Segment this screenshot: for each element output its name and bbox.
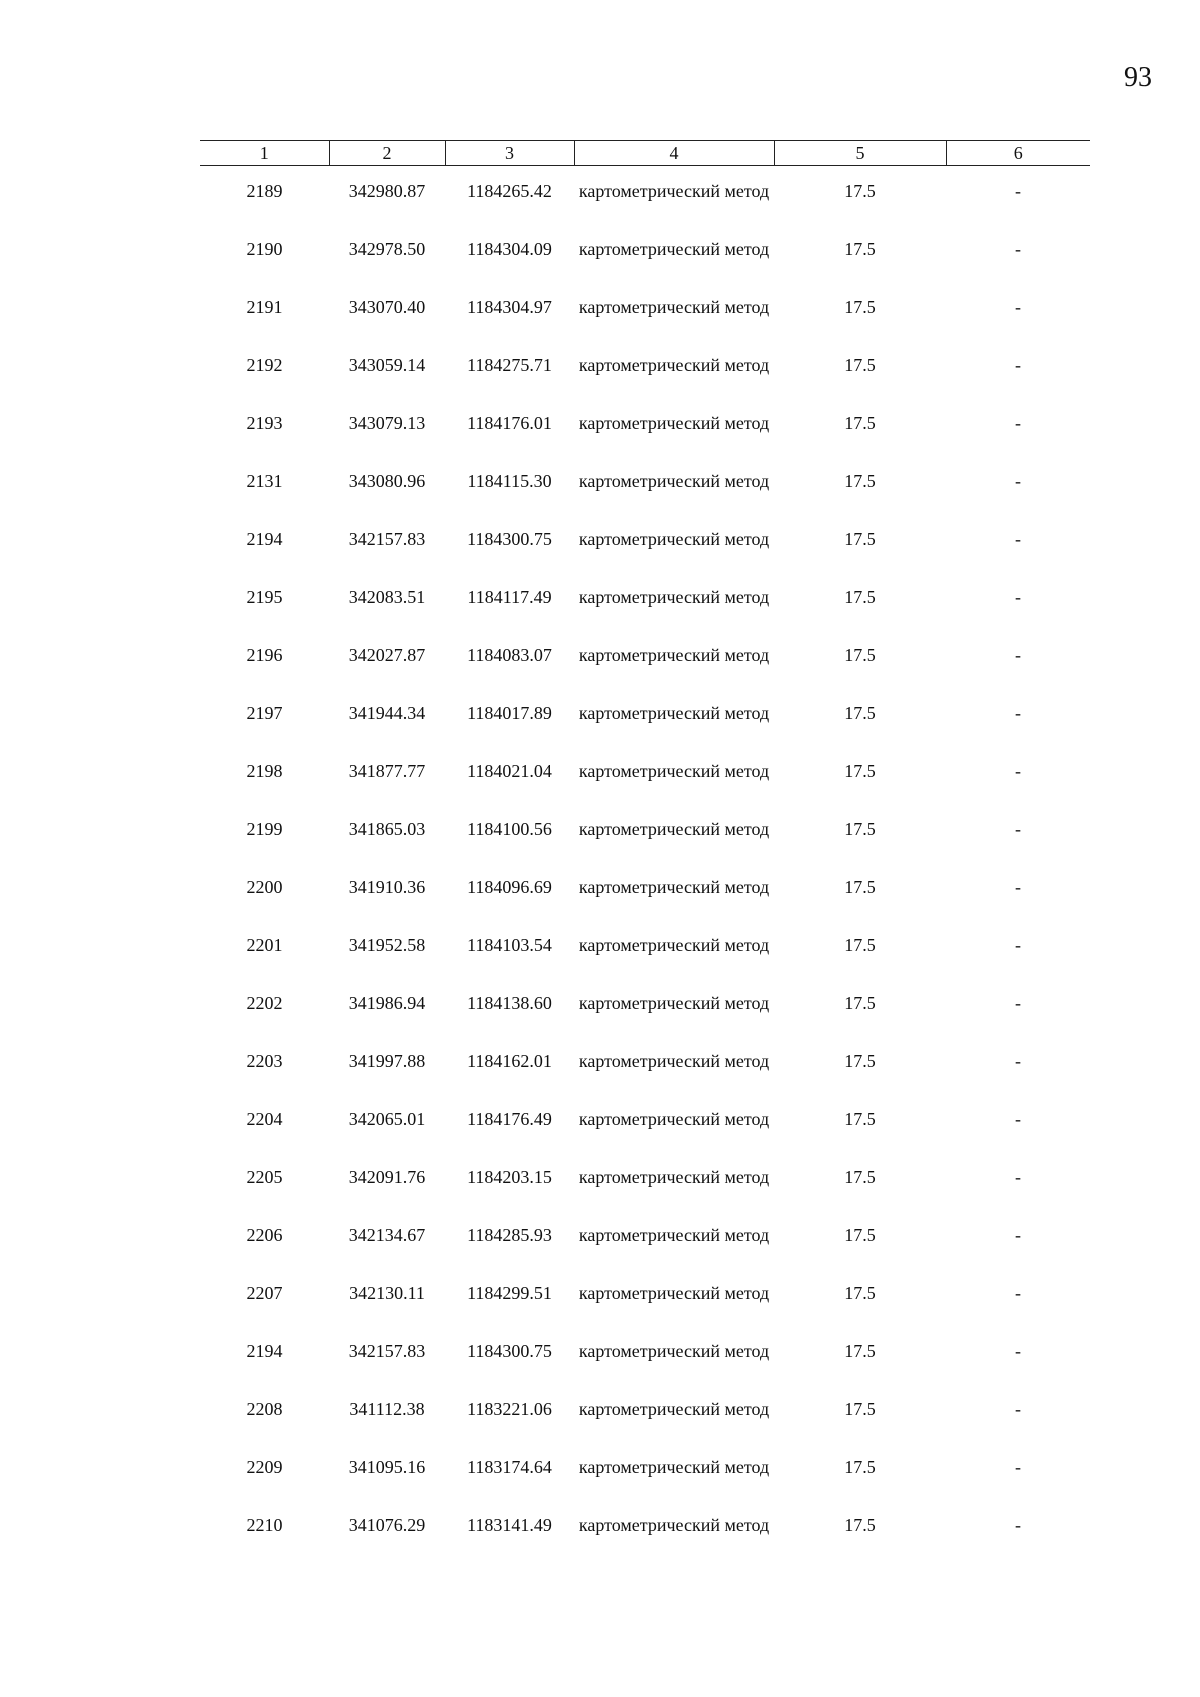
cell-accuracy: 17.5 xyxy=(844,355,876,375)
cell-y-coordinate: 1184304.09 xyxy=(467,239,552,259)
cell-accuracy: 17.5 xyxy=(844,239,876,259)
cell-point-number: 2200 xyxy=(246,877,283,897)
cell-method: картометрический метод xyxy=(578,993,770,1013)
cell-note: - xyxy=(1015,1225,1021,1245)
cell-method: картометрический метод xyxy=(578,819,770,839)
cell-note: - xyxy=(1015,1341,1021,1361)
cell-method: картометрический метод xyxy=(578,471,770,491)
cell-accuracy: 17.5 xyxy=(844,1341,876,1361)
cell-point-number: 2193 xyxy=(246,413,283,433)
table-row xyxy=(200,586,1090,644)
cell-note: - xyxy=(1015,181,1021,201)
cell-point-number: 2191 xyxy=(246,297,283,317)
table-row xyxy=(200,238,1090,296)
cell-y-coordinate: 1184300.75 xyxy=(467,529,552,549)
cell-accuracy: 17.5 xyxy=(844,1109,876,1129)
cell-method: картометрический метод xyxy=(578,877,770,897)
cell-note: - xyxy=(1015,993,1021,1013)
cell-x-coordinate: 342091.76 xyxy=(348,1167,426,1187)
column-header: 6 xyxy=(946,141,1090,166)
cell-x-coordinate: 341952.58 xyxy=(348,935,426,955)
cell-note: - xyxy=(1015,1051,1021,1071)
table-row xyxy=(200,934,1090,992)
cell-method: картометрический метод xyxy=(578,1051,770,1071)
coordinates-table xyxy=(200,140,1090,1572)
cell-point-number: 2209 xyxy=(246,1457,283,1477)
cell-accuracy: 17.5 xyxy=(844,587,876,607)
column-header: 5 xyxy=(774,141,946,166)
cell-x-coordinate: 341865.03 xyxy=(348,819,426,839)
cell-accuracy: 17.5 xyxy=(844,645,876,665)
cell-x-coordinate: 342134.67 xyxy=(348,1225,426,1245)
cell-accuracy: 17.5 xyxy=(844,1167,876,1187)
column-header: 1 xyxy=(200,141,329,166)
cell-point-number: 2131 xyxy=(246,471,283,491)
column-header: 4 xyxy=(574,141,774,166)
cell-note: - xyxy=(1015,239,1021,259)
table-row xyxy=(200,818,1090,876)
cell-note: - xyxy=(1015,587,1021,607)
cell-accuracy: 17.5 xyxy=(844,1225,876,1245)
cell-point-number: 2197 xyxy=(246,703,283,723)
cell-x-coordinate: 341944.34 xyxy=(348,703,426,723)
cell-point-number: 2196 xyxy=(246,645,283,665)
cell-x-coordinate: 342157.83 xyxy=(348,529,426,549)
cell-x-coordinate: 342978.50 xyxy=(348,239,426,259)
table-row xyxy=(200,1050,1090,1108)
cell-y-coordinate: 1184162.01 xyxy=(467,1051,552,1071)
cell-accuracy: 17.5 xyxy=(844,529,876,549)
table-row xyxy=(200,1282,1090,1340)
cell-accuracy: 17.5 xyxy=(844,703,876,723)
cell-x-coordinate: 343079.13 xyxy=(348,413,426,433)
cell-method: картометрический метод xyxy=(578,297,770,317)
cell-note: - xyxy=(1015,529,1021,549)
cell-method: картометрический метод xyxy=(578,1399,770,1419)
table-row xyxy=(200,1224,1090,1282)
cell-method: картометрический метод xyxy=(578,1109,770,1129)
cell-y-coordinate: 1184176.49 xyxy=(467,1109,552,1129)
cell-x-coordinate: 341112.38 xyxy=(349,1399,425,1419)
table-row xyxy=(200,180,1090,238)
cell-point-number: 2203 xyxy=(246,1051,283,1071)
cell-method: картометрический метод xyxy=(578,355,770,375)
cell-point-number: 2199 xyxy=(246,819,283,839)
cell-y-coordinate: 1184265.42 xyxy=(467,181,552,201)
cell-point-number: 2210 xyxy=(246,1515,283,1535)
table-row xyxy=(200,1108,1090,1166)
cell-point-number: 2208 xyxy=(246,1399,283,1419)
page-number: 93 xyxy=(1124,62,1152,93)
table-row xyxy=(200,1166,1090,1224)
cell-y-coordinate: 1184304.97 xyxy=(467,297,552,317)
cell-y-coordinate: 1184203.15 xyxy=(467,1167,552,1187)
cell-accuracy: 17.5 xyxy=(844,471,876,491)
cell-point-number: 2192 xyxy=(246,355,283,375)
table-row xyxy=(200,876,1090,934)
table-row xyxy=(200,470,1090,528)
cell-note: - xyxy=(1015,1109,1021,1129)
cell-accuracy: 17.5 xyxy=(844,1515,876,1535)
cell-accuracy: 17.5 xyxy=(844,877,876,897)
cell-x-coordinate: 342980.87 xyxy=(348,181,426,201)
cell-accuracy: 17.5 xyxy=(844,761,876,781)
cell-note: - xyxy=(1015,761,1021,781)
cell-note: - xyxy=(1015,1167,1021,1187)
cell-method: картометрический метод xyxy=(578,181,770,201)
cell-x-coordinate: 341877.77 xyxy=(348,761,426,781)
cell-x-coordinate: 341095.16 xyxy=(348,1457,426,1477)
cell-y-coordinate: 1184285.93 xyxy=(467,1225,552,1245)
cell-note: - xyxy=(1015,413,1021,433)
cell-y-coordinate: 1184021.04 xyxy=(467,761,552,781)
cell-method: картометрический метод xyxy=(578,587,770,607)
cell-x-coordinate: 342130.11 xyxy=(349,1283,425,1303)
cell-y-coordinate: 1184100.56 xyxy=(467,819,552,839)
cell-method: картометрический метод xyxy=(578,645,770,665)
cell-point-number: 2194 xyxy=(246,529,283,549)
cell-point-number: 2207 xyxy=(246,1283,283,1303)
cell-note: - xyxy=(1015,935,1021,955)
cell-y-coordinate: 1183221.06 xyxy=(467,1399,552,1419)
cell-accuracy: 17.5 xyxy=(844,1399,876,1419)
cell-accuracy: 17.5 xyxy=(844,1283,876,1303)
cell-method: картометрический метод xyxy=(578,1225,770,1245)
cell-method: картометрический метод xyxy=(578,761,770,781)
cell-point-number: 2206 xyxy=(246,1225,283,1245)
cell-y-coordinate: 1184017.89 xyxy=(467,703,552,723)
cell-point-number: 2195 xyxy=(246,587,283,607)
table-row xyxy=(200,1340,1090,1398)
cell-accuracy: 17.5 xyxy=(844,413,876,433)
cell-method: картометрический метод xyxy=(578,1167,770,1187)
cell-point-number: 2204 xyxy=(246,1109,283,1129)
cell-note: - xyxy=(1015,355,1021,375)
cell-accuracy: 17.5 xyxy=(844,1457,876,1477)
cell-point-number: 2201 xyxy=(246,935,283,955)
cell-accuracy: 17.5 xyxy=(844,935,876,955)
cell-y-coordinate: 1184115.30 xyxy=(467,471,552,491)
cell-accuracy: 17.5 xyxy=(844,181,876,201)
cell-point-number: 2190 xyxy=(246,239,283,259)
table-row xyxy=(200,1398,1090,1456)
cell-y-coordinate: 1184176.01 xyxy=(467,413,552,433)
cell-note: - xyxy=(1015,819,1021,839)
cell-note: - xyxy=(1015,1515,1021,1535)
cell-point-number: 2205 xyxy=(246,1167,283,1187)
cell-method: картометрический метод xyxy=(578,239,770,259)
cell-x-coordinate: 342083.51 xyxy=(348,587,426,607)
table-row xyxy=(200,412,1090,470)
cell-x-coordinate: 341997.88 xyxy=(348,1051,426,1071)
cell-x-coordinate: 343070.40 xyxy=(348,297,426,317)
cell-note: - xyxy=(1015,703,1021,723)
cell-y-coordinate: 1184117.49 xyxy=(467,587,552,607)
cell-x-coordinate: 342027.87 xyxy=(348,645,426,665)
table-row xyxy=(200,1514,1090,1572)
cell-accuracy: 17.5 xyxy=(844,1051,876,1071)
cell-y-coordinate: 1184103.54 xyxy=(467,935,552,955)
column-header: 2 xyxy=(329,141,445,166)
cell-method: картометрический метод xyxy=(578,529,770,549)
cell-y-coordinate: 1183141.49 xyxy=(467,1515,552,1535)
column-header: 3 xyxy=(445,141,574,166)
table-spacer xyxy=(200,166,1090,181)
cell-x-coordinate: 341076.29 xyxy=(348,1515,426,1535)
table-row xyxy=(200,296,1090,354)
cell-x-coordinate: 342157.83 xyxy=(348,1341,426,1361)
cell-note: - xyxy=(1015,471,1021,491)
table-row xyxy=(200,1456,1090,1514)
cell-y-coordinate: 1184138.60 xyxy=(467,993,552,1013)
cell-x-coordinate: 341910.36 xyxy=(348,877,426,897)
cell-x-coordinate: 343080.96 xyxy=(348,471,426,491)
table-body xyxy=(200,166,1090,1573)
cell-note: - xyxy=(1015,1399,1021,1419)
table-header xyxy=(200,141,1090,166)
cell-method: картометрический метод xyxy=(578,1515,770,1535)
cell-y-coordinate: 1183174.64 xyxy=(467,1457,552,1477)
cell-point-number: 2202 xyxy=(246,993,283,1013)
table-row xyxy=(200,354,1090,412)
header-row xyxy=(200,141,1090,166)
cell-point-number: 2198 xyxy=(246,761,283,781)
cell-method: картометрический метод xyxy=(578,1457,770,1477)
table-row xyxy=(200,528,1090,586)
cell-note: - xyxy=(1015,1457,1021,1477)
cell-point-number: 2189 xyxy=(246,181,283,201)
cell-y-coordinate: 1184096.69 xyxy=(467,877,552,897)
cell-y-coordinate: 1184299.51 xyxy=(467,1283,552,1303)
cell-x-coordinate: 341986.94 xyxy=(348,993,426,1013)
cell-note: - xyxy=(1015,877,1021,897)
cell-x-coordinate: 343059.14 xyxy=(348,355,426,375)
cell-note: - xyxy=(1015,1283,1021,1303)
cell-note: - xyxy=(1015,645,1021,665)
cell-method: картометрический метод xyxy=(578,935,770,955)
cell-method: картометрический метод xyxy=(578,1341,770,1361)
cell-note: - xyxy=(1015,297,1021,317)
cell-accuracy: 17.5 xyxy=(844,297,876,317)
cell-method: картометрический метод xyxy=(578,413,770,433)
table-row xyxy=(200,644,1090,702)
cell-x-coordinate: 342065.01 xyxy=(348,1109,426,1129)
cell-accuracy: 17.5 xyxy=(844,993,876,1013)
cell-y-coordinate: 1184083.07 xyxy=(467,645,552,665)
cell-accuracy: 17.5 xyxy=(844,819,876,839)
table-row xyxy=(200,760,1090,818)
cell-y-coordinate: 1184275.71 xyxy=(467,355,552,375)
table-row xyxy=(200,992,1090,1050)
table-row xyxy=(200,702,1090,760)
cell-method: картометрический метод xyxy=(578,1283,770,1303)
cell-y-coordinate: 1184300.75 xyxy=(467,1341,552,1361)
cell-point-number: 2194 xyxy=(246,1341,283,1361)
cell-method: картометрический метод xyxy=(578,703,770,723)
